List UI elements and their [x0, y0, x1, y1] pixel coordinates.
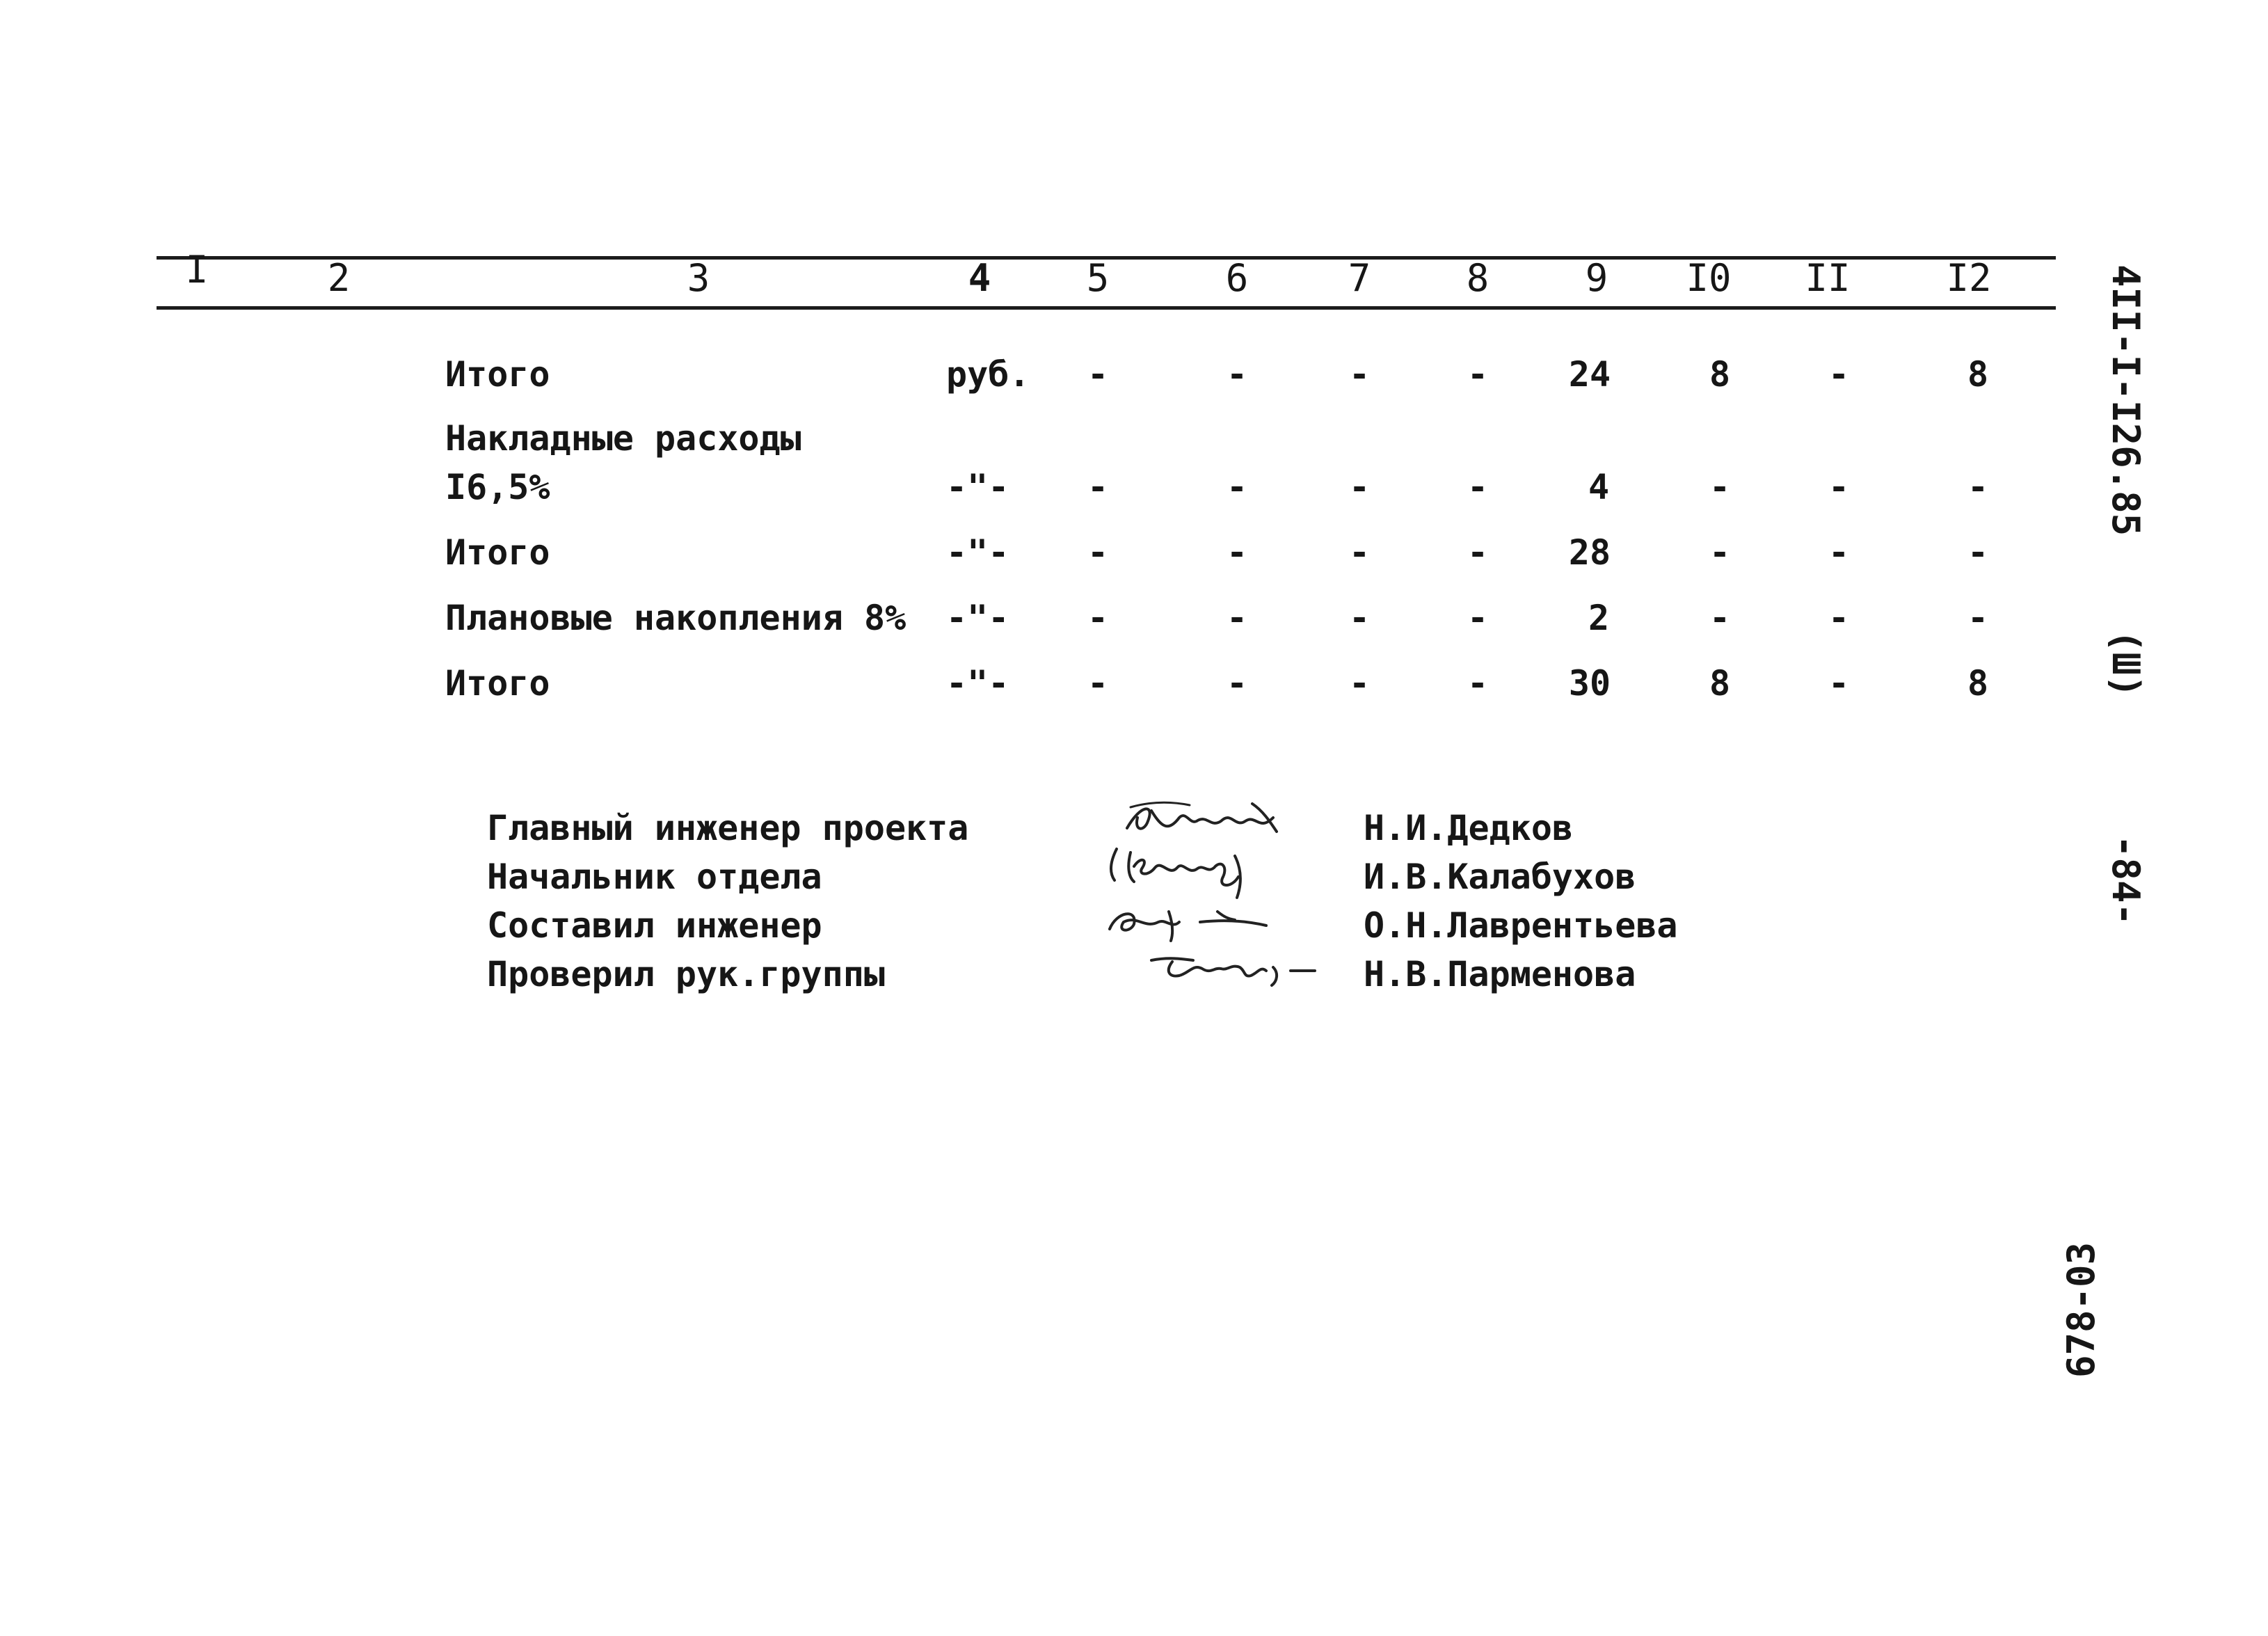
row-label: Итого: [445, 663, 550, 704]
column-header-11: II: [1805, 256, 1851, 300]
column-header-9: 9: [1585, 256, 1608, 300]
column-header-7: 7: [1348, 256, 1371, 300]
column-header-8: 8: [1466, 256, 1490, 300]
cell-col11: -: [1828, 663, 1850, 704]
column-header-5: 5: [1086, 256, 1110, 300]
cell-col9: 2: [1588, 598, 1610, 638]
cell-col9: 28: [1568, 532, 1611, 573]
cell-col12: 8: [1967, 663, 1989, 704]
row-label: Накладные расходы: [445, 418, 801, 459]
cell-col6: -: [1226, 663, 1248, 704]
column-header-4: 4: [968, 256, 991, 300]
cell-col10: -: [1709, 598, 1731, 638]
column-header-10: I0: [1686, 256, 1732, 300]
signature-role: Главный инженер проекта: [487, 808, 969, 848]
signature-name: И.В.Калабухов: [1364, 857, 1636, 897]
cell-col5: -: [1087, 532, 1109, 573]
cell-col10: 8: [1709, 663, 1731, 704]
cell-col6: -: [1226, 532, 1248, 573]
cell-col10: 8: [1709, 354, 1731, 395]
row-unit: -"-: [946, 467, 1009, 507]
row-label-continued: I6,5%: [445, 467, 550, 507]
signature-name: Н.В.Парменова: [1364, 954, 1636, 994]
column-header-12: I2: [1946, 256, 1992, 300]
cell-col12: 8: [1967, 354, 1989, 395]
cell-col5: -: [1087, 663, 1109, 704]
album-number: (Ш): [2104, 630, 2148, 698]
signature-name: Н.И.Дедков: [1364, 808, 1574, 848]
cell-col6: -: [1226, 598, 1248, 638]
signature-name: О.Н.Лаврентьева: [1364, 905, 1678, 946]
row-label: Итого: [445, 354, 550, 395]
cell-col6: -: [1226, 354, 1248, 395]
cell-col11: -: [1828, 354, 1850, 395]
cell-col12: -: [1967, 598, 1989, 638]
row-label: Итого: [445, 532, 550, 573]
row-unit: руб.: [946, 354, 1030, 395]
document-code: 4II-I-I26.85: [2104, 264, 2148, 537]
signature-role: Проверил рук.группы: [487, 954, 885, 994]
row-unit: -"-: [946, 532, 1009, 573]
signature-role: Начальник отдела: [487, 857, 822, 897]
handwritten-signature: [1141, 939, 1336, 995]
row-label: Плановые накопления 8%: [445, 598, 907, 638]
cell-col7: -: [1348, 598, 1371, 638]
cell-col7: -: [1348, 467, 1371, 507]
page-number: -84-: [2104, 835, 2148, 926]
cell-col5: -: [1087, 598, 1109, 638]
column-header-3: 3: [687, 256, 710, 300]
cell-col11: -: [1828, 467, 1850, 507]
column-header-2: 2: [327, 256, 351, 300]
column-header-6: 6: [1225, 256, 1249, 300]
cell-col11: -: [1828, 532, 1850, 573]
cell-col8: -: [1467, 467, 1489, 507]
cell-col5: -: [1087, 467, 1109, 507]
signature-role: Составил инженер: [487, 905, 822, 946]
row-unit: -"-: [946, 663, 1009, 704]
cell-col9: 24: [1568, 354, 1611, 395]
cell-col6: -: [1226, 467, 1248, 507]
table-header-bottom-rule: [157, 306, 2056, 310]
cell-col5: -: [1087, 354, 1109, 395]
sheet-code: 678-03: [2059, 1241, 2103, 1378]
cell-col8: -: [1467, 598, 1489, 638]
cell-col9: 30: [1568, 663, 1611, 704]
cell-col8: -: [1467, 532, 1489, 573]
cell-col8: -: [1467, 354, 1489, 395]
cell-col12: -: [1967, 532, 1989, 573]
cell-col9: 4: [1588, 467, 1610, 507]
cell-col8: -: [1467, 663, 1489, 704]
cell-col7: -: [1348, 663, 1371, 704]
cell-col11: -: [1828, 598, 1850, 638]
cell-col10: -: [1709, 467, 1731, 507]
cell-col12: -: [1967, 467, 1989, 507]
cell-col7: -: [1348, 354, 1371, 395]
handwritten-signature: [1096, 891, 1291, 946]
row-unit: -"-: [946, 598, 1009, 638]
column-header-1: I: [185, 248, 209, 292]
cell-col7: -: [1348, 532, 1371, 573]
cell-col10: -: [1709, 532, 1731, 573]
